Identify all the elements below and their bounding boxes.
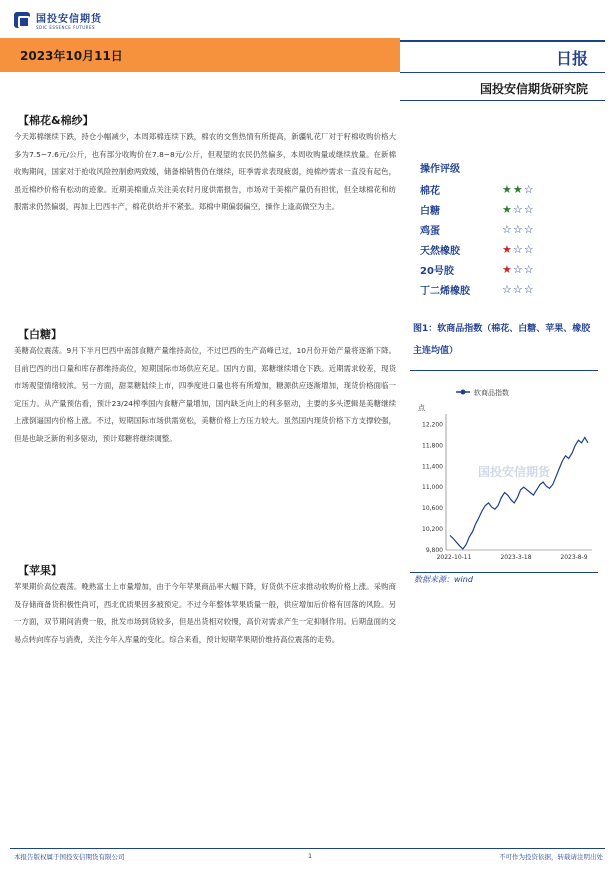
figure-bottom-rule [410,572,598,573]
rating-row [420,280,570,298]
legend-marker [461,390,466,395]
rating-row [420,260,570,278]
header-divider [400,100,605,101]
empty-star-icon: ☆ [502,222,512,236]
legend-label: 软商品指数 [474,389,509,397]
empty-star-icon: ☆ [512,242,523,256]
section-title-sugar: 【白糖】 [18,328,62,341]
brand-logo-icon [14,12,30,28]
footer-risk-note: 不可作为投资依据，转载请注明出处 [499,853,603,861]
footer-disclaimer: 本报告版权属于国投安信期货有限公司 [14,853,125,861]
x-tick-label: 2022-10-11 [436,554,472,561]
figure-source: 数据来源：wind [414,575,473,584]
rating-name: 棉花 [420,185,440,197]
rating-stars [502,284,534,295]
footer-divider [10,848,605,849]
chart-soft-commodity-index [410,372,598,572]
y-tick-label: 10,200 [422,526,443,534]
rating-row [420,200,570,218]
rating-stars [502,184,534,195]
section-title-cotton: 【棉花&棉纱】 [18,114,94,127]
rating-stars [502,264,534,275]
section-text-cotton: 今天郑棉继续下跌，持仓小幅减少，本周郑棉连续下跌，棉农的交售热情有所提高，新疆轧花厂对于籽棉收购价格大多为7.5~7.6元/公斤，也有部分收购价在7.8~8元/公斤，但观望的农民仍然偏多，本周收购量或继续放量。在新棉收购期间，国家对于抢收风险控制愈两致缓，储备棉销售仍在继续，旺季需求表现疲弱，纯棉纱需求一直没有起色，虽近棉纱价格有松动的迹象。近期美棉重点关注美农时月度供需报告，市场对于美棉产量仍有担忧，但全球棉花和纺服需求仍然偏弱，再加上巴西丰产，棉花供给并不紧张。郑棉中期偏弱偏空，操作上逢高做空为主。 [14,132,396,211]
section-text-sugar: 美糖高位震荡。9月下半月巴西中南部食糖产量维持高位，不过巴西的生产高峰已过，10月份开始产量将逐渐下降。目前巴西的出口量和库存都维持高位，短期国际市场供应充足。国内方面，郑糖继续增仓下跌。近期需求较差，现货市场观望情绪较浓。另一方面，甜菜糖陆续上市，四季度进口量也将有所增加，糖源供应逐渐增加，现货价格面临一定压力。从产量预估看，预计23/24榨季国内食糖产量增加，国内缺乏向上的利多驱动，主要的多头逻辑是美糖继续上涨倒逼国内价格上涨。不过，短期国际市场供需宽松，美糖价格上方压力较大。虽然国内现货价格下方支撑较强，但是也缺乏新的利多驱动，预计郑糖将继续调整。 [14,346,396,443]
filled-star-icon: ★ [502,182,512,196]
y-tick-label: 11,000 [422,484,443,492]
rating-row [420,240,570,258]
rating-name: 天然橡胶 [420,245,460,257]
x-tick-label: 2023-3-18 [500,554,532,561]
filled-star-icon: ★ [502,202,512,216]
y-tick-label: 11,400 [422,463,443,471]
x-tick-label: 2023-8-9 [560,554,588,561]
empty-star-icon: ☆ [523,262,534,276]
rating-row [420,180,570,198]
rating-stars [502,244,534,255]
figure-top-rule [410,370,598,371]
y-tick-label: 11,800 [422,442,443,450]
empty-star-icon: ☆ [523,202,534,216]
header-divider [400,72,605,73]
rating-row [420,220,570,238]
chart-watermark: 国投安信期货 [477,465,551,479]
rating-name: 丁二烯橡胶 [420,285,470,297]
page-number: 1 [308,852,313,860]
y-tick-label: 9,800 [425,547,443,554]
empty-star-icon: ☆ [523,242,534,256]
rating-stars [502,204,534,215]
y-tick-label: 12,200 [422,421,443,429]
empty-star-icon: ☆ [512,282,523,296]
y-axis-unit: 点 [418,404,425,412]
brand-logo [14,10,102,30]
rating-stars [502,224,534,235]
empty-star-icon: ☆ [523,182,534,196]
rating-name: 20号胶 [420,265,454,277]
header-divider [400,40,605,42]
section-text-apple: 苹果期价高位震荡。晚熟富士上市量增加，由于今年苹果商品率大幅下降，好货供不应求推动收购价格上涨。采购商及存储商备货积极性尚可，西北优质果因多被预定。不过今年整体苹果质量一般，供应增加后价格有回落的风险。另一方面，双节期间消费一般，批发市场到货较多，但是出货相对较慢，高价对需求产生一定抑制作用。后期盘面的交易点转向库存与消费，关注今年入库量的变化。综合来看，预计短期苹果期价维持高位震荡的走势。 [14,582,396,644]
series-line [450,438,588,550]
rating-name: 鸡蛋 [420,225,440,237]
figure-title: 图1：软商品指数（棉花、白糖、苹果、橡胶主连均值） [413,324,591,356]
filled-star-icon: ★ [502,242,512,256]
empty-star-icon: ☆ [512,262,523,276]
empty-star-icon: ☆ [523,282,534,296]
empty-star-icon: ☆ [512,222,523,236]
brand-name: 国投安信期货 [36,14,102,25]
section-title-apple: 【苹果】 [18,564,62,577]
filled-star-icon: ★ [502,262,512,276]
rating-title: 操作评级 [420,164,460,175]
institute-name: 国投安信期货研究院 [479,82,588,96]
empty-star-icon: ☆ [502,282,512,296]
brand-name-en: SDIC ESSENCE FUTURES [36,25,96,30]
report-date: 2023年10月11日 [20,49,123,63]
y-tick-label: 10,600 [422,505,443,513]
empty-star-icon: ☆ [523,222,534,236]
empty-star-icon: ☆ [512,202,523,216]
filled-star-icon: ★ [512,182,523,196]
rating-name: 白糖 [420,205,440,217]
report-type: 日报 [555,49,588,68]
